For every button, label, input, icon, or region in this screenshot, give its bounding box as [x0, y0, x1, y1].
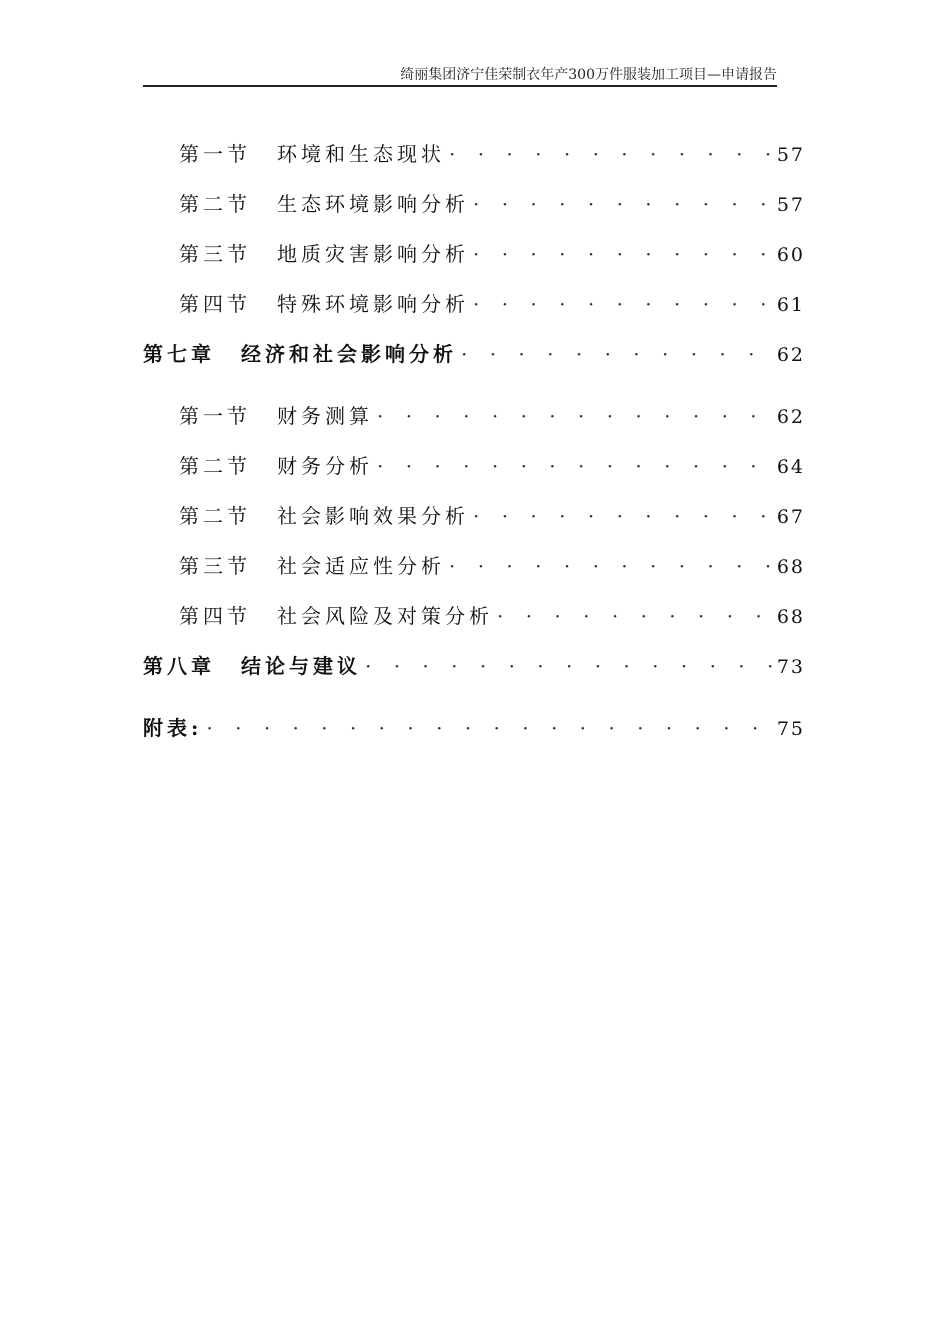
toc-section-number: 第一节: [179, 142, 251, 166]
toc-page-number: 67: [776, 506, 805, 528]
toc-dot-leader: [361, 648, 775, 684]
toc-appendix-entry[interactable]: [143, 710, 805, 746]
running-header: 绮丽集团济宁佳荣制衣年产300万件服装加工项目—申请报告: [400, 67, 777, 83]
toc-page-number: 60: [776, 244, 805, 266]
toc-dot-leader: [445, 548, 775, 584]
toc-page-number: 61: [776, 294, 805, 316]
toc-section-title: 社会影响效果分析: [277, 504, 469, 528]
toc-dot-leader: [373, 398, 775, 434]
toc-section-number: 第四节: [179, 292, 251, 316]
toc-dot-leader: [469, 286, 775, 322]
toc-entry[interactable]: [143, 598, 805, 634]
toc-section-title: 地质灾害影响分析: [277, 242, 469, 266]
toc-page-number: 62: [776, 344, 805, 366]
toc-dot-leader: [469, 498, 775, 534]
toc-section-number: 第四节: [179, 604, 251, 628]
toc-dot-leader: [493, 598, 775, 634]
toc-dot-leader: [457, 336, 775, 372]
toc-dot-leader: [445, 136, 775, 172]
toc-chapter-title: 结论与建议: [241, 654, 361, 678]
toc-dot-leader: [373, 448, 775, 484]
toc-entry[interactable]: [143, 548, 805, 584]
header-rule: [143, 85, 777, 87]
toc-chapter-title: 经济和社会影响分析: [241, 342, 457, 366]
toc-section-title: 特殊环境影响分析: [277, 292, 469, 316]
toc-section-number: 第三节: [179, 242, 251, 266]
toc-page-number: 75: [776, 718, 805, 740]
toc-dot-leader: [202, 710, 774, 746]
toc-appendix-title: 附表:: [143, 716, 203, 740]
toc-entry[interactable]: [143, 186, 805, 222]
table-of-contents: [143, 136, 805, 746]
toc-section-number: 第二节: [179, 454, 251, 478]
toc-page-number: 68: [776, 606, 805, 628]
toc-page-number: 62: [776, 406, 805, 428]
toc-section-title: 社会适应性分析: [277, 554, 445, 578]
toc-section-title: 社会风险及对策分析: [277, 604, 493, 628]
toc-section-number: 第三节: [179, 554, 251, 578]
toc-section-title: 生态环境影响分析: [277, 192, 469, 216]
toc-entry[interactable]: [143, 448, 805, 484]
toc-entry[interactable]: [143, 136, 805, 172]
toc-section-title: 环境和生态现状: [277, 142, 445, 166]
toc-page-number: 64: [776, 456, 805, 478]
toc-page-number: 57: [776, 144, 805, 166]
toc-dot-leader: [469, 186, 775, 222]
toc-section-title: 财务分析: [277, 454, 373, 478]
toc-page-number: 68: [776, 556, 805, 578]
toc-chapter-entry[interactable]: [143, 336, 805, 372]
toc-chapter-number: 第七章: [143, 342, 215, 366]
toc-section-number: 第二节: [179, 192, 251, 216]
toc-chapter-number: 第八章: [143, 654, 215, 678]
toc-entry[interactable]: [143, 398, 805, 434]
toc-section-number: 第一节: [179, 404, 251, 428]
toc-page-number: 73: [776, 656, 805, 678]
toc-chapter-entry[interactable]: [143, 648, 805, 684]
toc-entry[interactable]: [143, 498, 805, 534]
toc-section-title: 财务测算: [277, 404, 373, 428]
toc-section-number: 第二节: [179, 504, 251, 528]
toc-page-number: 57: [776, 194, 805, 216]
toc-entry[interactable]: [143, 286, 805, 322]
toc-dot-leader: [469, 236, 775, 272]
toc-entry[interactable]: [143, 236, 805, 272]
